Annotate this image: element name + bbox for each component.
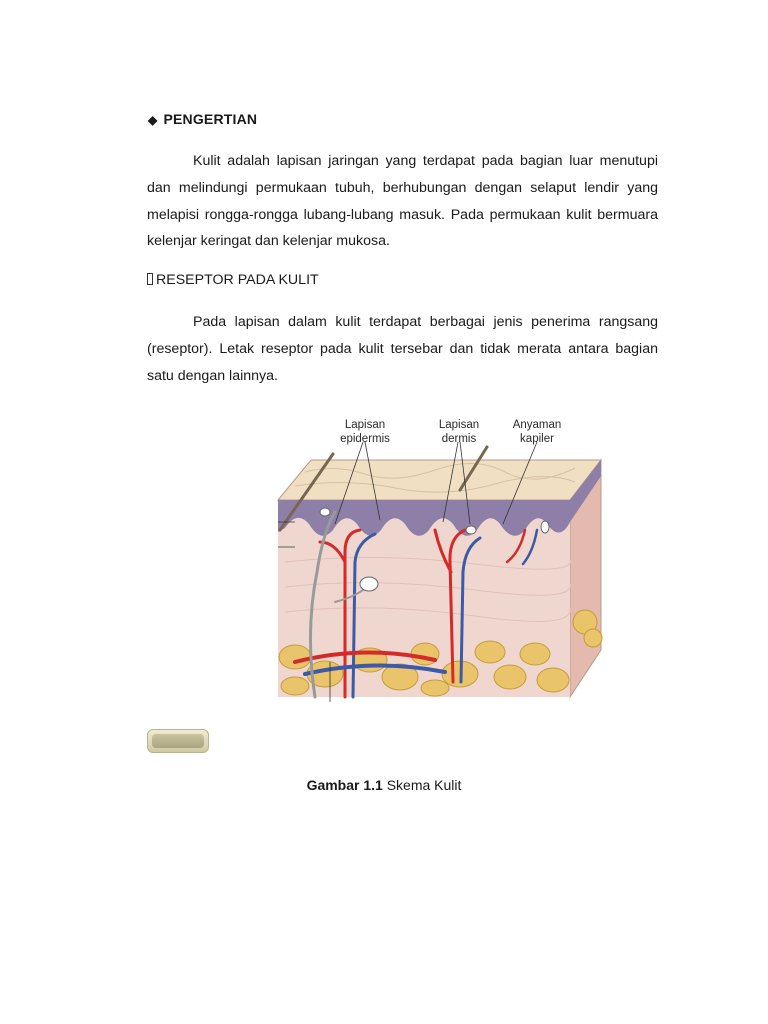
section-heading-text: PENGERTIAN [163, 111, 258, 127]
paragraph-receptors [147, 309, 658, 389]
missing-glyph-icon [147, 273, 153, 285]
figure-label-box [147, 729, 209, 753]
paragraph-definition [147, 148, 658, 255]
subheading-receptors [147, 272, 319, 288]
figure-caption-number: Gambar 1.1 [306, 777, 383, 793]
diamond-bullet-icon: ◆ [148, 113, 158, 127]
skin-cross-section-illustration [275, 412, 605, 702]
figure-caption-text: Skema Kulit [382, 777, 462, 793]
label-epidermis: Lapisan epidermis [340, 419, 390, 445]
label-dermis: Lapisan dermis [438, 419, 480, 445]
subheading-text: RESEPTOR PADA KULIT [156, 272, 319, 288]
figure-caption [0, 777, 768, 793]
label-capillary: Anyaman kapiler [512, 419, 562, 445]
paragraph-receptors-text: Pada lapisan dalam kulit terdapat berbagai jenis penerima rangsang (reseptor). Letak reseptor pada kulit tersebar dan tidak merata antara bagian satu dengan lainnya. [147, 314, 658, 384]
paragraph-definition-text: Kulit adalah lapisan jaringan yang terdapat pada bagian luar menutupi dan melindungi permukaan tubuh, berhubungan dengan selaput lendir yang melapisi rongga-rongga lubang-lubang masuk. Pada permukaan kulit bermuara kelenjar keringat dan kelenjar mukosa. [147, 153, 658, 250]
skin-diagram [275, 412, 605, 702]
section-heading [148, 111, 257, 127]
